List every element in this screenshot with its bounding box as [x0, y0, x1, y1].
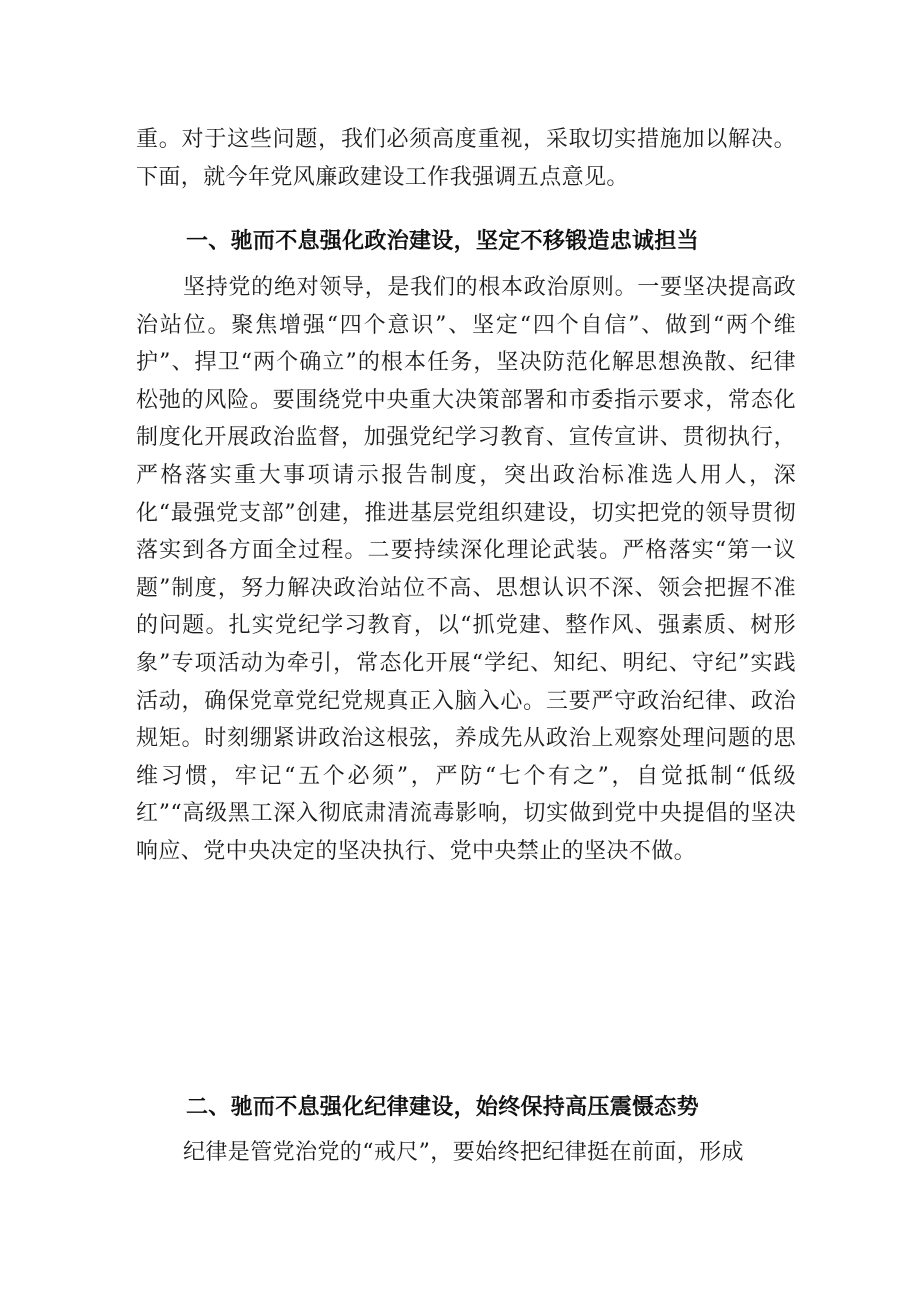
paragraph-section-1: 坚持党的绝对领导，是我们的根本政治原则。一要坚决提高政治站位。聚焦增强“四个意识”、坚定“四个自信”、做到“两个维护”、捍卫“两个确立”的根本任务，坚决防范化解思想涣散、纪律松弛的风险。要围绕党中央重大决策部署和市委指示要求，常态化制度化开展政治监督，加强党纪学习教育、宣传宣讲、贯彻执行，严格落实重大事项请示报告制度，突出政治标准选人用人，深化“最强党支部”创建，推进基层党组织建设，切实把党的领导贯彻落实到各方面全过程。二要持续深化理论武装。严格落实“第一议题”制度，努力解决政治站位不高、思想认识不深、领会把握不准的问题。扎实党纪学习教育，以“抓党建、整作风、强素质、树形象”专项活动为牵引，常态化开展“学纪、知纪、明纪、守纪”实践活动，确保党章党纪党规真正入脑入心。三要严守政治纪律、政治规矩。时刻绷紧讲政治这根弦，养成先从政治上观察处理问题的思维习惯，牢记“五个必须”，严防“七个有之”，自觉抵制“低级红”“高级黑工深入彻底肃清流毒影响，切实做到党中央提倡的坚决响应、党中央决定的坚决执行、党中央禁止的坚决不做。 — [136, 275, 796, 864]
paragraph-section-2: 纪律是管党治党的“戒尺”，要始终把纪律挺在前面，形成 — [183, 1140, 744, 1165]
paragraph-continued: 重。对于这些问题，我们必须高度重视，采取切实措施加以解决。下面，就今年党风廉政建设工作我强调五点意见。 — [136, 127, 796, 190]
section-heading-1: 一、驰而不息强化政治建设，坚定不移锻造忠诚担当 — [186, 229, 699, 254]
section-heading-2: 二、驰而不息强化纪律建设，始终保持高压震慑态势 — [186, 1095, 699, 1120]
